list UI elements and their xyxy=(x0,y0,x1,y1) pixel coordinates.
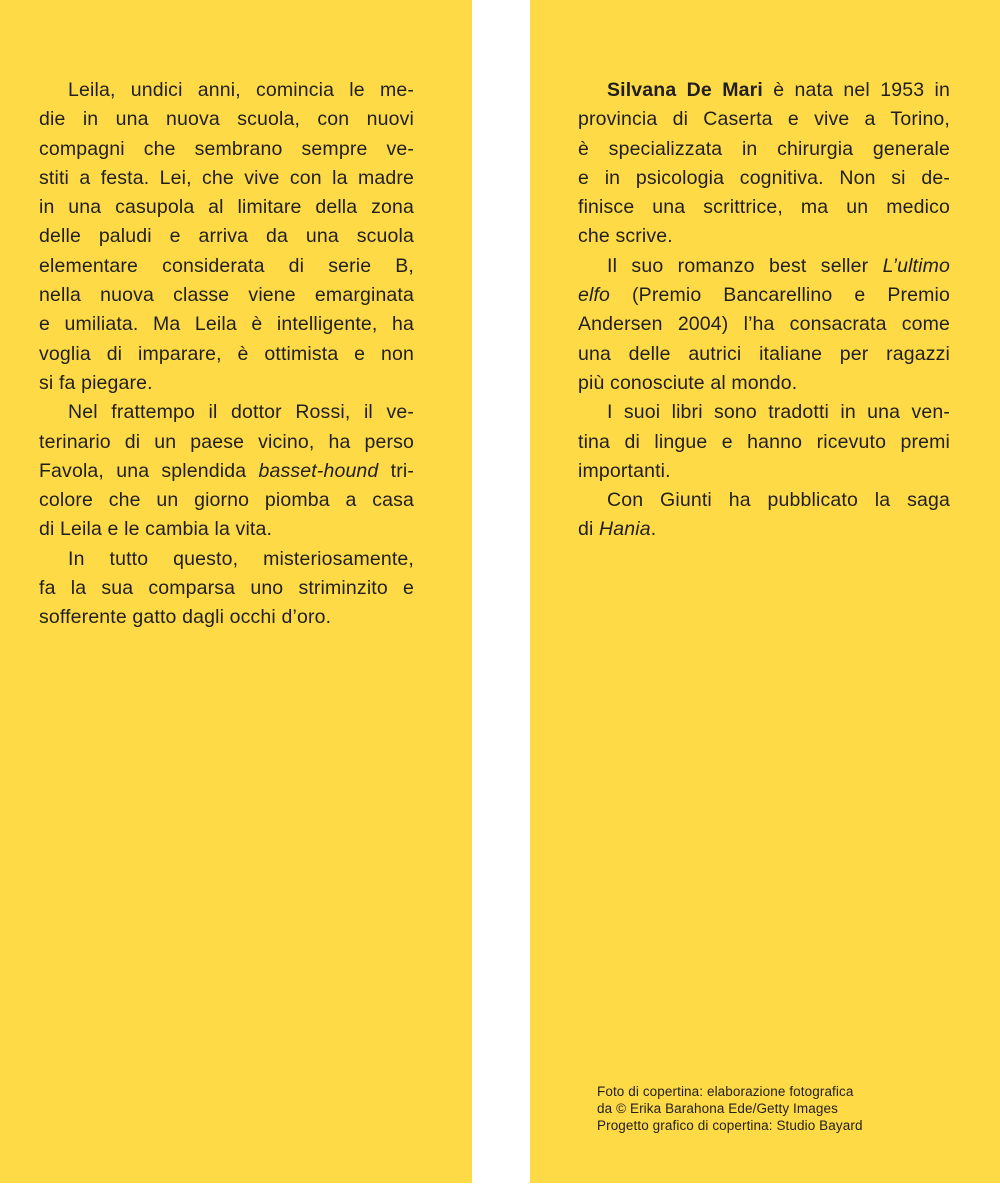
text-line xyxy=(578,105,950,134)
text-line xyxy=(578,486,950,515)
text-segment: fa la sua comparsa uno striminzito e xyxy=(39,577,414,600)
text-line xyxy=(39,252,414,281)
text-segment: Andersen 2004) l’ha consacrata come xyxy=(578,313,950,336)
author-name: Silvana De Mari xyxy=(607,79,763,101)
text-line xyxy=(39,105,414,134)
text-segment: colore che un giorno piomba a casa xyxy=(39,489,414,512)
text-segment: più conosciute al mondo. xyxy=(578,371,798,394)
cover-credits xyxy=(597,1083,863,1135)
text-segment: Il suo romanzo best seller xyxy=(607,254,883,277)
text-segment: . xyxy=(650,518,657,541)
text-segment: Con Giunti ha pubblicato la saga xyxy=(607,489,950,512)
text-line xyxy=(39,398,414,427)
text-line xyxy=(39,135,414,164)
text-segment: e umiliata. Ma Leila è intelligente, ha xyxy=(39,313,414,336)
text-segment: (Premio Bancarellino e Premio xyxy=(610,284,950,307)
text-line xyxy=(39,369,414,398)
text-segment: In tutto questo, misteriosamente, xyxy=(68,547,414,570)
text-segment: compagni che sembrano sempre ve- xyxy=(39,137,414,160)
text-line xyxy=(578,428,950,457)
text-line xyxy=(39,164,414,193)
text-line xyxy=(39,340,414,369)
text-segment: è nata nel 1953 in xyxy=(762,79,950,101)
text-segment: nella nuova classe viene emarginata xyxy=(39,284,414,307)
text-segment: stiti a festa. Lei, che vive con la madre xyxy=(39,166,414,189)
spine-gap-divider xyxy=(472,0,530,1187)
right-flap xyxy=(530,0,1000,1183)
text-segment: tina di lingue e hanno ricevuto premi xyxy=(578,430,950,453)
text-segment: voglia di imparare, è ottimista e non xyxy=(39,342,414,365)
text-line xyxy=(39,428,414,457)
title-italic: Hania xyxy=(599,518,651,541)
text-segment: Leila, undici anni, comincia le me- xyxy=(68,79,414,101)
title-italic: L’ultimo xyxy=(882,254,950,277)
text-line xyxy=(39,515,414,544)
text-line xyxy=(39,76,414,105)
text-line xyxy=(39,486,414,515)
text-segment: terinario di un paese vicino, ha perso xyxy=(39,430,414,453)
text-line xyxy=(39,310,414,339)
title-italic: elfo xyxy=(578,284,611,307)
left-flap-synopsis xyxy=(39,76,414,633)
text-segment: Nel frattempo il dottor Rossi, il ve- xyxy=(68,401,414,424)
text-line xyxy=(578,515,950,544)
text-line xyxy=(39,603,414,632)
text-line xyxy=(578,193,950,222)
text-line xyxy=(39,222,414,251)
text-segment: finisce una scrittrice, ma un medico xyxy=(578,196,950,219)
text-line xyxy=(578,252,950,281)
text-line xyxy=(578,281,950,310)
text-line xyxy=(39,193,414,222)
text-segment: die in una nuova scuola, con nuovi xyxy=(39,108,414,131)
text-line xyxy=(578,164,950,193)
text-line xyxy=(39,457,414,486)
text-line xyxy=(578,222,950,251)
text-segment: delle paludi e arriva da una scuola xyxy=(39,225,414,248)
text-segment: di Leila e le cambia la vita. xyxy=(39,518,273,541)
text-line xyxy=(578,310,950,339)
text-segment: di xyxy=(578,518,600,541)
text-segment: e in psicologia cognitiva. Non si de- xyxy=(578,166,950,189)
text-segment: è specializzata in chirurgia generale xyxy=(578,137,950,160)
text-line xyxy=(578,76,950,105)
text-segment: provincia di Caserta e vive a Torino, xyxy=(578,108,950,131)
text-line xyxy=(39,545,414,574)
text-line xyxy=(578,135,950,164)
credit-line: Foto di copertina: elaborazione fotografica xyxy=(597,1084,854,1099)
text-line xyxy=(39,281,414,310)
text-segment: I suoi libri sono tradotti in una ven- xyxy=(607,401,950,424)
text-line xyxy=(578,340,950,369)
credit-line: Progetto grafico di copertina: Studio Bayard xyxy=(597,1118,863,1134)
text-segment: in una casupola al limitare della zona xyxy=(39,196,414,219)
text-segment: importanti. xyxy=(578,459,671,482)
text-segment: che scrive. xyxy=(578,225,673,248)
author-bio xyxy=(578,76,950,545)
text-segment: sofferente gatto dagli occhi d’oro. xyxy=(39,606,332,629)
text-segment: Favola, una splendida xyxy=(39,459,259,482)
credit-line: da © Erika Barahona Ede/Getty Images xyxy=(597,1101,838,1117)
title-italic: basset-hound xyxy=(258,459,379,482)
left-flap xyxy=(0,0,472,1183)
text-line xyxy=(578,457,950,486)
text-segment: una delle autrici italiane per ragazzi xyxy=(578,342,950,365)
text-line xyxy=(39,574,414,603)
text-segment: tri- xyxy=(378,459,414,482)
text-line xyxy=(578,398,950,427)
text-segment: elementare considerata di serie B, xyxy=(39,254,414,277)
text-segment: si fa piegare. xyxy=(39,371,153,394)
text-line xyxy=(578,369,950,398)
